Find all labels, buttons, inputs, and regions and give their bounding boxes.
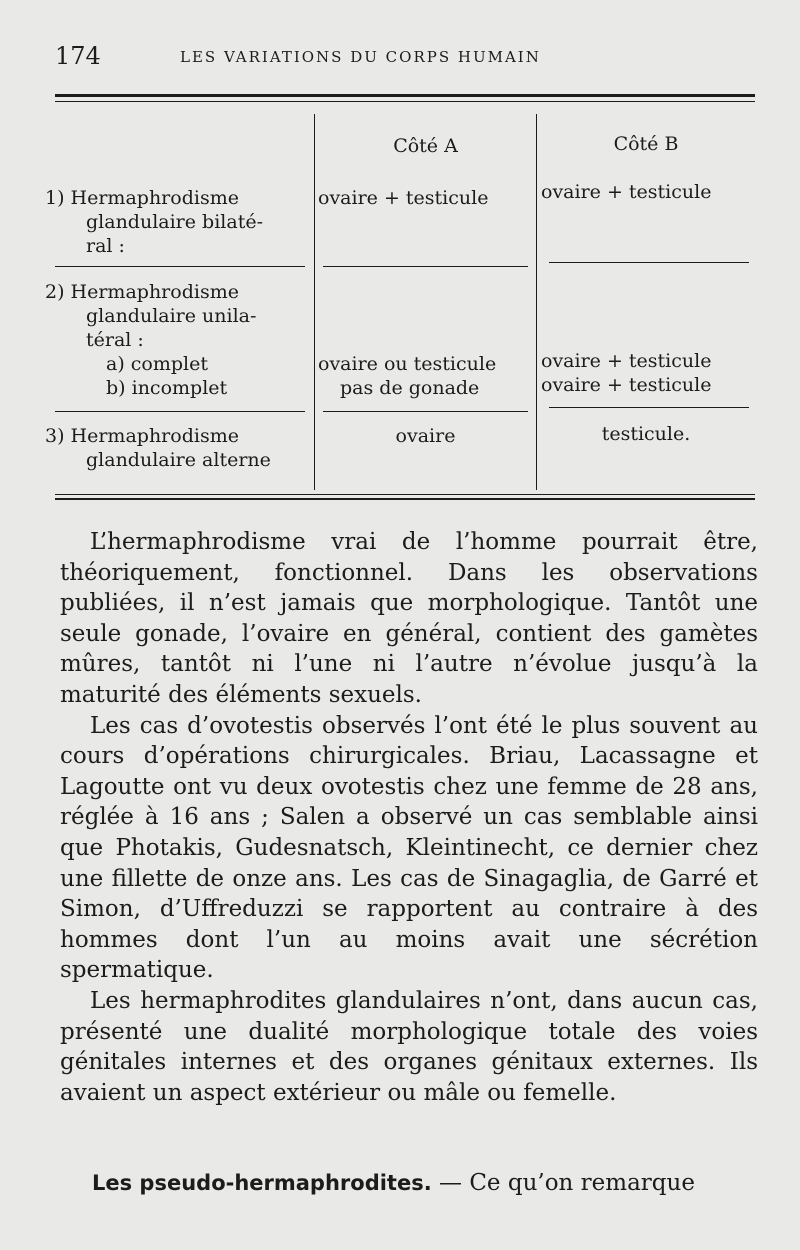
- paragraph: L’hermaphrodisme vrai de l’homme pourrait être, théoriquement, fonctionnel. Dans les observations publiées, il n’est jamais que morphologique. Tantôt une seule gonade, l’ovaire en général, contient des gamètes mûres, tantôt ni l’une ni l’autre n’évolue jusqu’à la maturité des éléments sexuels.: [60, 529, 758, 708]
- row-2-label: 2) Hermaphrodisme: [45, 281, 239, 303]
- row-separator: [549, 407, 749, 408]
- row-2a-side-b: ovaire + testicule: [541, 350, 712, 372]
- page-header: [55, 42, 755, 76]
- row-2-label: téral :: [86, 329, 144, 351]
- row-separator: [323, 411, 528, 412]
- row-1-label: 1) Hermaphrodisme: [45, 187, 239, 209]
- row-2b-side-a: pas de gonade: [340, 377, 480, 399]
- row-2-label: glandulaire unila-: [86, 305, 257, 327]
- table-bottom-rule: [55, 498, 755, 500]
- body-text: [60, 527, 758, 1108]
- row-3-label: 3) Hermaphrodisme: [45, 425, 239, 447]
- paragraph: Les cas d’ovotestis observés l’ont été le plus souvent au cours d’opérations chirurgicales. Briau, Lacassagne et Lagoutte ont vu deux ovotestis chez une femme de 28 ans, réglée à 16 ans ; Salen a observé un cas semblable ainsi que Photakis, Gudesnatsch, Kleintinecht, ce dernier chez une fillette de onze ans. Les cas de Sinagaglia, de Garré et Simon, d’Uffreduzzi se rapportent au contraire à des hommes dont l’un au moins avait une sécrétion spermatique.: [60, 712, 758, 984]
- table-bottom-rule-thin: [55, 494, 755, 495]
- row-separator: [323, 266, 528, 267]
- column-header-a: Côté A: [393, 135, 458, 157]
- classification-table: [45, 94, 755, 504]
- table-top-rule: [55, 94, 755, 97]
- row-3-side-b: testicule.: [601, 423, 691, 445]
- column-header-b: Côté B: [613, 133, 679, 155]
- row-2a-side-a: ovaire ou testicule: [318, 353, 497, 375]
- row-separator: [55, 411, 305, 412]
- row-3-label: glandulaire alterne: [86, 449, 271, 471]
- row-3-side-a: ovaire: [395, 425, 456, 447]
- row-1-side-b: ovaire + testicule: [541, 181, 712, 203]
- section-start: [92, 1170, 762, 1196]
- section-text: — Ce qu’on remarque: [431, 1170, 695, 1196]
- running-title: LES VARIATIONS DU CORPS HUMAIN: [180, 48, 541, 66]
- row-separator: [55, 266, 305, 267]
- row-2-sublabel-complet: a) complet: [106, 353, 208, 375]
- page-number: 174: [55, 42, 101, 70]
- paragraph: Les hermaphrodites glandulaires n’ont, dans aucun cas, présenté une dualité morphologique totale des voies génitales internes et des organes génitaux externes. Ils avaient un aspect extérieur ou mâle ou femelle.: [60, 987, 758, 1106]
- section-heading: Les pseudo-hermaphrodites.: [92, 1171, 432, 1195]
- row-2-sublabel-incomplet: b) incomplet: [106, 377, 228, 399]
- table-top-rule-thin: [55, 101, 755, 102]
- row-separator: [549, 262, 749, 263]
- row-1-side-a: ovaire + testicule: [318, 187, 489, 209]
- row-1-label: glandulaire bilaté-: [86, 211, 263, 233]
- row-1-label: ral :: [86, 235, 125, 257]
- row-2b-side-b: ovaire + testicule: [541, 374, 712, 396]
